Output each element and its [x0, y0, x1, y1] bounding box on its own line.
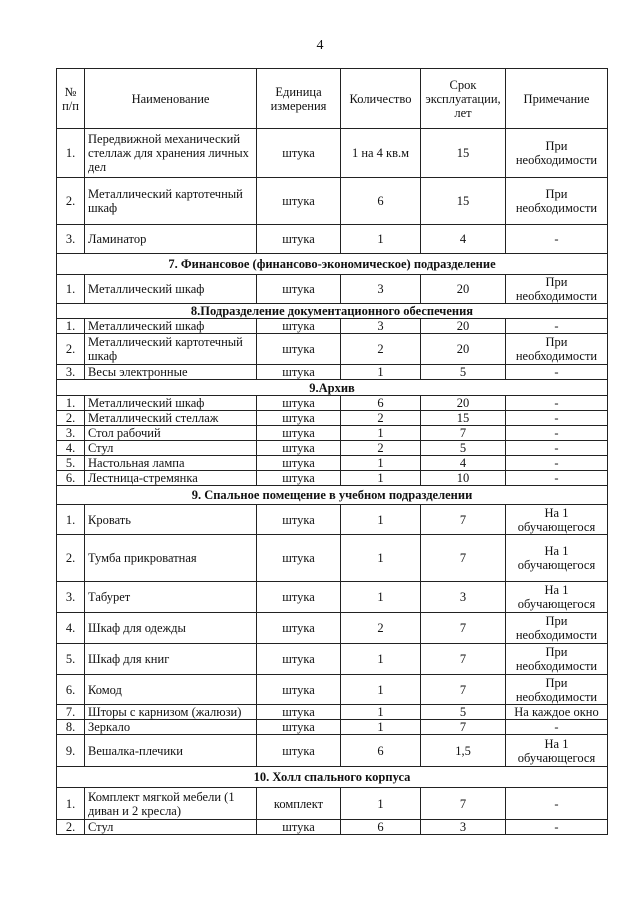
table-row [57, 319, 608, 334]
unit-cell: штука [257, 441, 341, 456]
table-row [57, 582, 608, 613]
term-cell: 4 [421, 225, 506, 254]
quantity-cell: 1 [341, 225, 421, 254]
table-row [57, 471, 608, 486]
row-number: 1. [57, 505, 85, 535]
item-name: Табурет [85, 582, 257, 613]
term-cell: 7 [421, 426, 506, 441]
item-name: Шкаф для одежды [85, 613, 257, 644]
term-cell: 7 [421, 505, 506, 535]
note-cell: При необходимости [506, 613, 608, 644]
term-cell: 3 [421, 820, 506, 835]
table-row [57, 644, 608, 675]
note-cell: При необходимости [506, 275, 608, 304]
section-title: 9.Архив [57, 380, 608, 396]
note-cell: - [506, 319, 608, 334]
term-cell: 10 [421, 471, 506, 486]
table-row [57, 365, 608, 380]
term-cell: 7 [421, 535, 506, 582]
item-name: Металлический картотечный шкаф [85, 178, 257, 225]
row-number: 3. [57, 582, 85, 613]
row-number: 4. [57, 441, 85, 456]
unit-cell: штука [257, 613, 341, 644]
table-row [57, 129, 608, 178]
note-cell: - [506, 720, 608, 735]
table-row [57, 535, 608, 582]
unit-cell: штука [257, 334, 341, 365]
item-name: Стул [85, 441, 257, 456]
table-row [57, 441, 608, 456]
section-title: 8.Подразделение документационного обеспечения [57, 304, 608, 319]
term-cell: 5 [421, 365, 506, 380]
term-cell: 20 [421, 334, 506, 365]
row-number: 3. [57, 365, 85, 380]
header-num: № п/п [57, 69, 85, 129]
note-cell: При необходимости [506, 675, 608, 705]
item-name: Лестница-стремянка [85, 471, 257, 486]
item-name: Шкаф для книг [85, 644, 257, 675]
item-name: Весы электронные [85, 365, 257, 380]
row-number: 3. [57, 426, 85, 441]
table-row [57, 613, 608, 644]
item-name: Вешалка-плечики [85, 735, 257, 767]
table-row [57, 735, 608, 767]
unit-cell: штука [257, 735, 341, 767]
note-cell: - [506, 471, 608, 486]
quantity-cell: 1 [341, 644, 421, 675]
header-name: Наименование [85, 69, 257, 129]
table-body [57, 129, 608, 835]
quantity-cell: 3 [341, 275, 421, 304]
item-name: Стул [85, 820, 257, 835]
unit-cell: штука [257, 225, 341, 254]
item-name: Металлический стеллаж [85, 411, 257, 426]
header-row [57, 69, 608, 129]
term-cell: 20 [421, 396, 506, 411]
header-term: Срок эксплуатации, лет [421, 69, 506, 129]
quantity-cell: 6 [341, 396, 421, 411]
term-cell: 4 [421, 456, 506, 471]
unit-cell: штука [257, 505, 341, 535]
row-number: 6. [57, 675, 85, 705]
quantity-cell: 1 на 4 кв.м [341, 129, 421, 178]
unit-cell: штука [257, 644, 341, 675]
term-cell: 5 [421, 441, 506, 456]
item-name: Металлический шкаф [85, 396, 257, 411]
quantity-cell: 2 [341, 411, 421, 426]
note-cell: При необходимости [506, 129, 608, 178]
item-name: Металлический шкаф [85, 275, 257, 304]
header-qty: Количество [341, 69, 421, 129]
quantity-cell: 3 [341, 319, 421, 334]
unit-cell: штука [257, 582, 341, 613]
table-row [57, 705, 608, 720]
unit-cell: штука [257, 456, 341, 471]
row-number: 5. [57, 456, 85, 471]
quantity-cell: 1 [341, 426, 421, 441]
table-row [57, 788, 608, 820]
note-cell: - [506, 441, 608, 456]
note-cell: На каждое окно [506, 705, 608, 720]
item-name: Тумба прикроватная [85, 535, 257, 582]
row-number: 2. [57, 334, 85, 365]
unit-cell: штука [257, 675, 341, 705]
note-cell: - [506, 411, 608, 426]
table-row [57, 225, 608, 254]
item-name: Металлический картотечный шкаф [85, 334, 257, 365]
section-header-row [57, 767, 608, 788]
row-number: 2. [57, 820, 85, 835]
note-cell: На 1 обучающегося [506, 535, 608, 582]
table-row [57, 720, 608, 735]
table-row [57, 178, 608, 225]
term-cell: 5 [421, 705, 506, 720]
unit-cell: штука [257, 365, 341, 380]
unit-cell: штука [257, 820, 341, 835]
section-header-row [57, 254, 608, 275]
table-row [57, 675, 608, 705]
section-header-row [57, 380, 608, 396]
term-cell: 7 [421, 720, 506, 735]
row-number: 2. [57, 535, 85, 582]
quantity-cell: 1 [341, 675, 421, 705]
note-cell: - [506, 225, 608, 254]
quantity-cell: 1 [341, 788, 421, 820]
header-unit: Единица измерения [257, 69, 341, 129]
unit-cell: штука [257, 720, 341, 735]
term-cell: 15 [421, 129, 506, 178]
note-cell: При необходимости [506, 334, 608, 365]
note-cell: На 1 обучающегося [506, 505, 608, 535]
equipment-table [56, 68, 608, 835]
quantity-cell: 1 [341, 505, 421, 535]
note-cell: - [506, 788, 608, 820]
row-number: 8. [57, 720, 85, 735]
table-row [57, 505, 608, 535]
note-cell: - [506, 426, 608, 441]
quantity-cell: 1 [341, 720, 421, 735]
note-cell: - [506, 820, 608, 835]
note-cell: - [506, 396, 608, 411]
row-number: 5. [57, 644, 85, 675]
section-header-row [57, 304, 608, 319]
table-row [57, 456, 608, 471]
item-name: Шторы с карнизом (жалюзи) [85, 705, 257, 720]
table-row [57, 275, 608, 304]
row-number: 2. [57, 178, 85, 225]
section-title: 9. Спальное помещение в учебном подразделении [57, 486, 608, 505]
quantity-cell: 6 [341, 820, 421, 835]
row-number: 1. [57, 129, 85, 178]
note-cell: При необходимости [506, 178, 608, 225]
term-cell: 15 [421, 178, 506, 225]
note-cell: На 1 обучающегося [506, 735, 608, 767]
term-cell: 7 [421, 675, 506, 705]
quantity-cell: 1 [341, 365, 421, 380]
item-name: Ламинатор [85, 225, 257, 254]
unit-cell: штука [257, 705, 341, 720]
row-number: 1. [57, 275, 85, 304]
unit-cell: штука [257, 411, 341, 426]
row-number: 1. [57, 396, 85, 411]
row-number: 1. [57, 319, 85, 334]
quantity-cell: 1 [341, 535, 421, 582]
unit-cell: штука [257, 129, 341, 178]
item-name: Зеркало [85, 720, 257, 735]
term-cell: 7 [421, 644, 506, 675]
quantity-cell: 6 [341, 735, 421, 767]
item-name: Стол рабочий [85, 426, 257, 441]
row-number: 2. [57, 411, 85, 426]
unit-cell: штука [257, 426, 341, 441]
table-row [57, 426, 608, 441]
term-cell: 1,5 [421, 735, 506, 767]
unit-cell: штука [257, 535, 341, 582]
quantity-cell: 1 [341, 582, 421, 613]
table-row [57, 411, 608, 426]
row-number: 1. [57, 788, 85, 820]
quantity-cell: 6 [341, 178, 421, 225]
header-note: Примечание [506, 69, 608, 129]
quantity-cell: 1 [341, 705, 421, 720]
term-cell: 20 [421, 319, 506, 334]
unit-cell: штука [257, 275, 341, 304]
table-row [57, 820, 608, 835]
term-cell: 7 [421, 788, 506, 820]
item-name: Комод [85, 675, 257, 705]
unit-cell: штука [257, 319, 341, 334]
note-cell: - [506, 456, 608, 471]
quantity-cell: 1 [341, 456, 421, 471]
row-number: 9. [57, 735, 85, 767]
unit-cell: комплект [257, 788, 341, 820]
table-row [57, 334, 608, 365]
row-number: 6. [57, 471, 85, 486]
term-cell: 15 [421, 411, 506, 426]
row-number: 7. [57, 705, 85, 720]
unit-cell: штука [257, 396, 341, 411]
section-title: 7. Финансовое (финансово-экономическое) подразделение [57, 254, 608, 275]
row-number: 3. [57, 225, 85, 254]
unit-cell: штука [257, 178, 341, 225]
quantity-cell: 2 [341, 613, 421, 644]
note-cell: - [506, 365, 608, 380]
page-number: 4 [316, 38, 324, 53]
section-header-row [57, 486, 608, 505]
item-name: Комплект мягкой мебели (1 диван и 2 кресла) [85, 788, 257, 820]
row-number: 4. [57, 613, 85, 644]
item-name: Передвижной механический стеллаж для хранения личных дел [85, 129, 257, 178]
quantity-cell: 1 [341, 471, 421, 486]
quantity-cell: 2 [341, 334, 421, 365]
term-cell: 3 [421, 582, 506, 613]
note-cell: На 1 обучающегося [506, 582, 608, 613]
table-row [57, 396, 608, 411]
note-cell: При необходимости [506, 644, 608, 675]
quantity-cell: 2 [341, 441, 421, 456]
item-name: Кровать [85, 505, 257, 535]
unit-cell: штука [257, 471, 341, 486]
item-name: Настольная лампа [85, 456, 257, 471]
term-cell: 7 [421, 613, 506, 644]
term-cell: 20 [421, 275, 506, 304]
item-name: Металлический шкаф [85, 319, 257, 334]
section-title: 10. Холл спального корпуса [57, 767, 608, 788]
